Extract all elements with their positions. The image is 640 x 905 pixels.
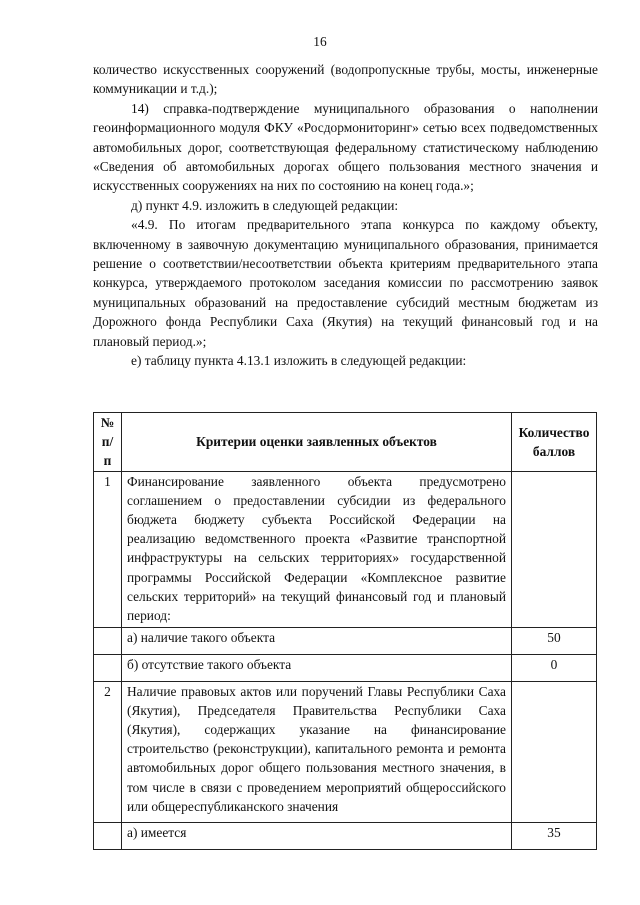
row-points: 0: [512, 654, 597, 681]
row-number: [94, 822, 122, 849]
row-points: [512, 471, 597, 627]
page-number: 16: [313, 34, 327, 49]
paragraph-continuation: количество искусственных сооружений (водопропускные трубы, мосты, инженерные коммуникации и т.д.);: [93, 62, 598, 97]
row-criterion: Финансирование заявленного объекта предусмотрено соглашением о предоставлении субсидии из федерального бюджета бюджету субъекта Российской Федерации на реализацию ведомственного проекта «Развитие транспортной инфраструктуры на сельских территориях» государственной программы Российской Федерации «Комплексное развитие сельских территорий» на текущий финансовый год и плановый период:: [122, 471, 512, 627]
row-points: 35: [512, 822, 597, 849]
header-points: Количество баллов: [512, 413, 597, 472]
row-criterion: а) наличие такого объекта: [122, 627, 512, 654]
table-row: [94, 654, 597, 681]
table-header-row: [94, 413, 597, 472]
table-row: [94, 822, 597, 849]
document-body: [93, 60, 598, 371]
table-row: [94, 681, 597, 822]
criteria-table: [93, 412, 597, 850]
row-criterion: б) отсутствие такого объекта: [122, 654, 512, 681]
row-points: [512, 681, 597, 822]
row-criterion: Наличие правовых актов или поручений Главы Республики Саха (Якутия), Председателя Правительства Республики Саха (Якутия), содержащих указание на финансирование строительство (реконструкции), капитального ремонта и ремонта автомобильных дорог общего пользования местного значения, в том числе в связи с проведением мероприятий общероссийского или общереспубликанского значения: [122, 681, 512, 822]
header-number: № п/п: [94, 413, 122, 472]
paragraph-item-14: 14) справка-подтверждение муниципального образования о наполнении геоинформационного модуля ФКУ «Росдормониторинг» сетью всех подведомственных автомобильных дорог, соответствующая федеральному статистическому наблюдению «Сведения об автомобильных дорогах общего пользования местного значения и искусственных сооружениях на них по состоянию на конец года.»;: [93, 100, 598, 194]
paragraph-clause-4-9: «4.9. По итогам предварительного этапа конкурса по каждому объекту, включенному в заявочную документацию муниципального образования, принимается решение о соответствии/несоответствии объекта критериям предварительного этапа конкурса, утверждаемого протоколом заседания комиссии по рассмотрению заявок муниципальных образований на предоставление субсидий местным бюджетам из Дорожного фонда Республики Саха (Якутия) на текущий финансовый год и на плановый период.»;: [93, 217, 598, 349]
row-number: 1: [94, 471, 122, 627]
table-row: [94, 471, 597, 627]
table-row: [94, 627, 597, 654]
row-number: [94, 654, 122, 681]
row-criterion: а) имеется: [122, 822, 512, 849]
header-criteria: Критерии оценки заявленных объектов: [122, 413, 512, 472]
paragraph-amendment-d: д) пункт 4.9. изложить в следующей редакции:: [131, 197, 399, 213]
paragraph-amendment-e: е) таблицу пункта 4.13.1 изложить в следующей редакции:: [131, 353, 467, 369]
row-number: 2: [94, 681, 122, 822]
row-number: [94, 627, 122, 654]
row-points: 50: [512, 627, 597, 654]
